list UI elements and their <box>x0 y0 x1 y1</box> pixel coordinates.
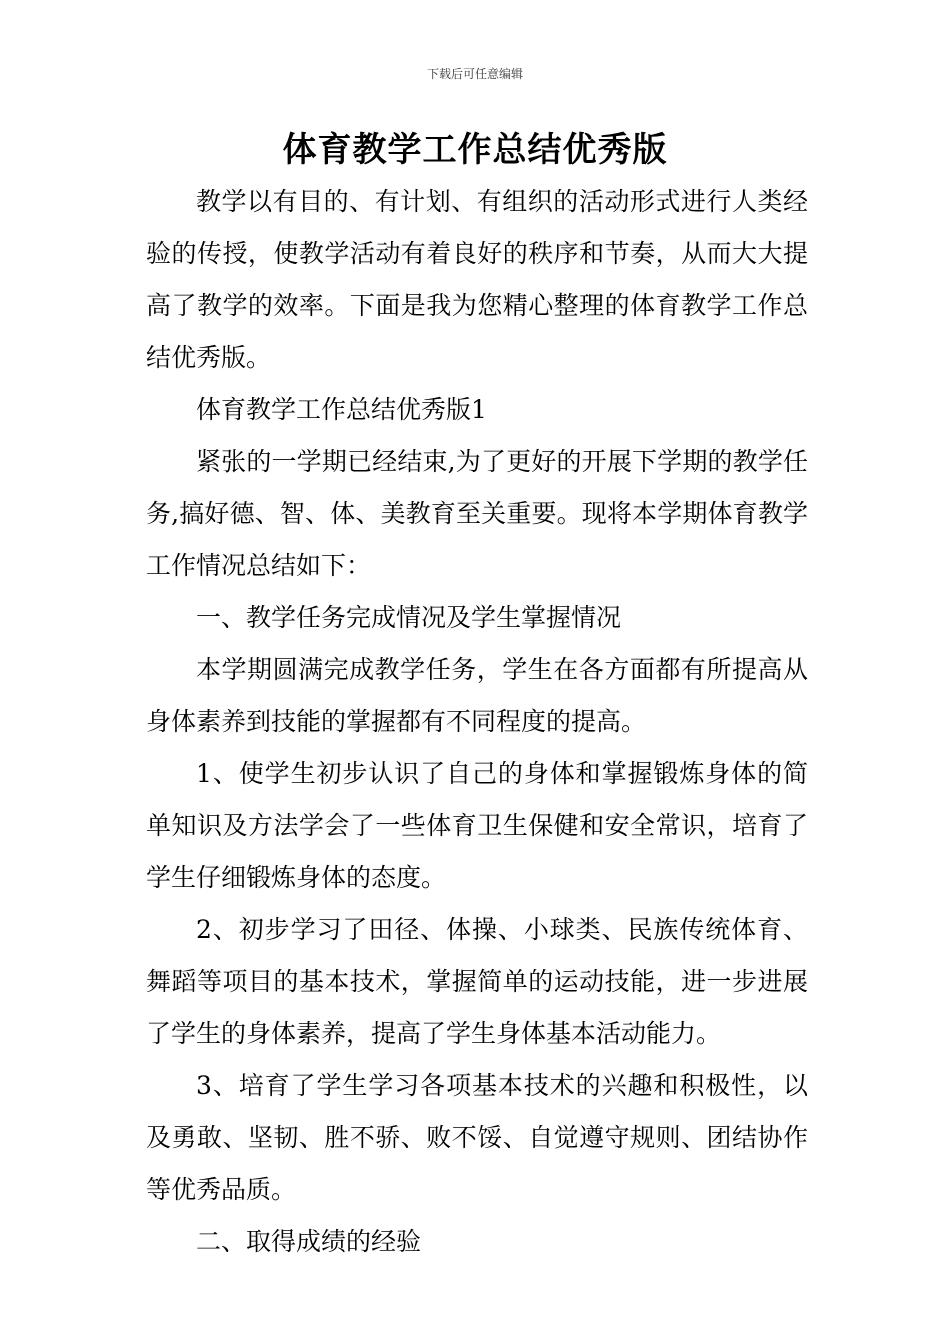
intro-paragraph: 教学以有目的、有计划、有组织的活动形式进行人类经验的传授，使教学活动有着良好的秩序和节奏，从而大大提高了教学的效率。下面是我为您精心整理的体育教学工作总结优秀版。 <box>146 187 808 372</box>
document-body <box>146 176 808 1268</box>
body-paragraph: 本学期圆满完成教学任务，学生在各方面都有所提高从身体素养到技能的掌握都有不同程度的提高。 <box>146 655 808 736</box>
list-item-1: 1、使学生初步认识了自己的身体和掌握锻炼身体的简单知识及方法学会了一些体育卫生保健和安全常识，培育了学生仔细锻炼身体的态度。 <box>146 759 808 892</box>
section-heading-1: 一、教学任务完成情况及学生掌握情况 <box>196 603 622 632</box>
section-heading-2: 二、取得成绩的经验 <box>196 1227 422 1256</box>
document-title: 体育教学工作总结优秀版 <box>282 130 668 170</box>
list-item-2: 2、初步学习了田径、体操、小球类、民族传统体育、舞蹈等项目的基本技术，掌握简单的运动技能，进一步进展了学生的身体素养，提高了学生身体基本活动能力。 <box>146 915 808 1048</box>
header-note: 下载后可任意编辑 <box>426 67 523 81</box>
section-heading-version-1: 体育教学工作总结优秀版1 <box>196 395 487 424</box>
opening-paragraph: 紧张的一学期已经结束,为了更好的开展下学期的教学任务,搞好德、智、体、美教育至关重要。现将本学期体育教学工作情况总结如下： <box>146 447 808 580</box>
list-item-3: 3、培育了学生学习各项基本技术的兴趣和积极性，以及勇敢、坚韧、胜不骄、败不馁、自觉遵守规则、团结协作等优秀品质。 <box>146 1071 808 1204</box>
